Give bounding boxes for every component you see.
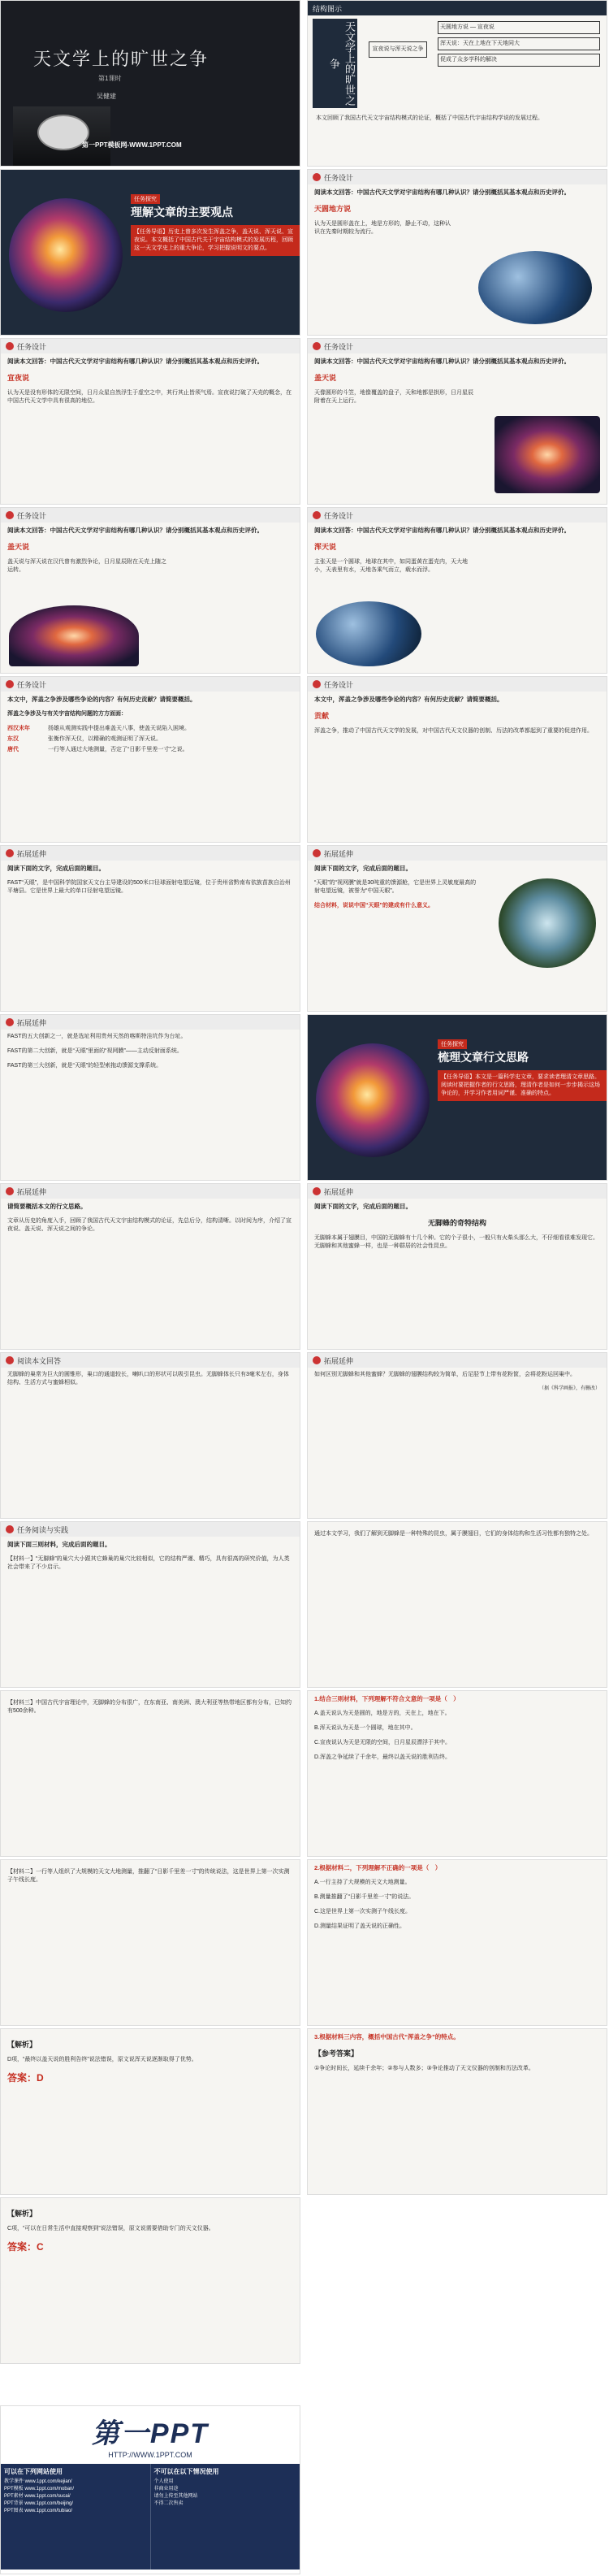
task-intro: 【任务导语】本文是一篇科学史文章，要求读者理清文章思路。阅读时要把握作者的行文思路，理清作者是如何一步步揭示这场争论的，并学习作者用词严谨、准确的特点。 xyxy=(438,1070,607,1101)
brand-logo: 第一PPT xyxy=(91,2418,209,2449)
passage-title: 无脚蜂的奇特结构 xyxy=(427,1219,486,1227)
sky-globe-image xyxy=(316,601,421,666)
question-text: 阅读下面的文字，完成后面的题目。 xyxy=(7,865,105,872)
question-slide-24 xyxy=(307,1859,607,2026)
link-item[interactable]: PPT素材 www.1ppt.com/sucai/ xyxy=(4,2494,71,2499)
question-text: 阅读本文回答：中国古代天文学对宇宙结构有哪几种认识？请分别概括其基本观点和历史评价。 xyxy=(314,189,570,196)
term-label: 盖天说 xyxy=(314,374,337,382)
row-text: 一行等人通过大地测量，否定了“日影千里差一寸”之说。 xyxy=(48,747,188,752)
analysis-text: C项，“可以在日常生活中直接观察到”说法错误，原文说需要借助专门的天文仪器。 xyxy=(7,2226,214,2231)
option-item: B.浑天说认为天是一个圆球，地在其中。 xyxy=(314,1725,417,1731)
passage-text: 通过本文学习，我们了解到无脚蜂是一种特殊的昆虫，属于膜翅目，它们的身体结构和生活习性都有独特之处。 xyxy=(314,1531,593,1537)
option-item: B.测量推翻了“日影千里差一寸”的说法。 xyxy=(314,1894,415,1900)
extension-slide-16 xyxy=(307,1183,607,1350)
option-item: A.一行主持了大规模的天文大地测量。 xyxy=(314,1880,411,1885)
sky-globe-image xyxy=(478,251,592,324)
header-label: 拓展延伸 xyxy=(324,849,354,858)
question-text: 本文中，浑盖之争涉及哪些争论的内容？有何历史贡献？请简要概括。 xyxy=(7,696,197,703)
question-text: 阅读本文回答：中国古代天文学对宇宙结构有哪几种认识？请分别概括其基本观点和历史评价。 xyxy=(7,527,263,534)
question-text: 阅读下面的文字，完成后面的题目。 xyxy=(314,1203,412,1210)
disallowed-title: 不可以在以下情况使用 xyxy=(153,2468,219,2475)
analysis-label: 【解析】 xyxy=(7,2210,37,2218)
cover-title: 天文学上的旷世之争 xyxy=(33,50,209,70)
galaxy-image xyxy=(316,1043,430,1157)
galaxy-image xyxy=(9,198,123,312)
question-text: 阅读本文回答：中国古代天文学对宇宙结构有哪几种认识？请分别概括其基本观点和历史评价。 xyxy=(314,527,570,534)
question-text: 1.结合三则材料，下列理解不符合文意的一项是（ ） xyxy=(314,1695,460,1702)
question-text: 3.根据材料三内容，概括中国古代“浑盖之争”的特点。 xyxy=(314,2033,460,2040)
row-text: 张衡作浑天仪，以精确的观测证明了浑天说。 xyxy=(48,736,162,742)
header-label: 任务阅读与实践 xyxy=(17,1525,69,1534)
design-slide-5 xyxy=(0,338,300,505)
header-label: 任务设计 xyxy=(17,511,47,520)
term-body: 认为天是没有形体的无限空间，日月众星自然浮生于虚空之中，其行其止皆须气焉。宣夜说打破了天壳的概念，在中国古代天文学中具有很高的地位。 xyxy=(7,390,292,404)
question-text: 阅读本文回答：中国古代天文学对宇宙结构有哪几种认识？请分别概括其基本观点和历史评价。 xyxy=(314,358,570,365)
passage-text: 无脚蜂的巢常为巨大的圆锥形，巢口的通道较长，喇叭口的形状可以吸引昆虫。无脚蜂体长只有3毫米左右，身体结构、生活方式与蜜蜂相似。 xyxy=(7,1372,289,1386)
answer-text: 答案：D xyxy=(7,2072,44,2084)
link-item[interactable]: PPT模板 www.1ppt.com/moban/ xyxy=(4,2487,75,2491)
passage-text: 无脚蜂本属于翅膜目，中国的无脚蜂有十几个种。它的个子很小，一般只有火柴头那么大，不仔细看很难发现它。无脚蜂和其他蜜蜂一样，也是一种群居的社会性昆虫。 xyxy=(314,1235,598,1249)
task-badge: 任务探究 xyxy=(131,194,160,204)
allowed-title: 可以在下列网站使用 xyxy=(4,2468,63,2475)
table-row xyxy=(7,725,293,733)
cover-slide xyxy=(0,0,300,167)
structure-item: 促成了众多学科的解决 xyxy=(438,54,600,67)
question-slide-26 xyxy=(307,2028,607,2195)
fast-telescope-image xyxy=(499,878,596,968)
cover-subtitle: 第1课时 xyxy=(98,75,122,82)
vertical-title: 天文学上的旷世之争 xyxy=(313,19,357,108)
term-body: 主张天是一个圆球，地球在其中，如同蛋黄在蛋壳内，天大地小，天表里有水，天地各乘气而立，载水而浮。 xyxy=(314,559,468,573)
table-row xyxy=(7,746,293,754)
header-label: 任务设计 xyxy=(324,511,354,520)
term-label: 浑天说 xyxy=(314,543,337,551)
list-item: FAST的第三大创新，就是“天眼”的轻型索拖动馈源支撑系统。 xyxy=(7,1063,162,1069)
site-watermark: 第一PPT模板网-WWW.1PPT.COM xyxy=(82,141,182,149)
passage-slide-18 xyxy=(307,1352,607,1519)
rule-item: 不得二次售卖 xyxy=(153,2501,184,2506)
list-item: FAST的五大创新之一，就是选址利用贵州天然的喀斯特洼坑作为台址。 xyxy=(7,1034,187,1039)
option-item: C.这是世界上第一次实测子午线长度。 xyxy=(314,1909,411,1915)
term-body: 天像圆形的斗笠，地像覆盖的盘子，天和地都是拱形，日月星辰附着在天上运行。 xyxy=(314,390,473,404)
passage-text: “天眼”的“视网膜”就是30吨重的馈源舱，它是世界上灵敏度最高的射电望远镜，被誉为“中国天眼”。 xyxy=(314,880,477,894)
question-text: 2.根据材料二，下列理解不正确的一项是（ ） xyxy=(314,1864,442,1871)
structure-item: 浑天说：天在上地在下天地同大 xyxy=(438,37,600,50)
term-body: 浑盖之争，推动了中国古代天文学的发展，对中国古代天文仪器的创制、历法的改革都起到了重要的促进作用。 xyxy=(314,728,593,734)
term-body: 认为天是圆形盖在上，地是方形的，静止不动，这种认识在先秦时期较为流行。 xyxy=(314,221,451,235)
header-label: 拓展延伸 xyxy=(17,1018,47,1027)
source-note: （据《科学画报》，有删改） xyxy=(538,1386,600,1391)
task-intro: 【任务导语】历史上曾多次发生浑盖之争，盖天说、浑天说、宣夜说。本文概括了中国古代关于宇宙结构模式的发展历程，回顾这一天文学史上的重大争论，学习把握说明文的要点。 xyxy=(131,225,300,256)
footer-ad-slide xyxy=(0,2405,300,2574)
rule-item: 请勿上传至其他网站 xyxy=(153,2494,198,2499)
term-label: 天圆地方说 xyxy=(314,205,352,213)
table-rows xyxy=(1,722,300,757)
header-label: 任务设计 xyxy=(324,173,354,182)
link-item[interactable]: PPT背景 www.1ppt.com/beijing/ xyxy=(4,2501,74,2506)
footer-panel xyxy=(1,2464,300,2569)
extension-slide-13 xyxy=(0,1014,300,1181)
passage-text: FAST“天眼”，是中国科学院国家天文台主导建设的500米口径球面射电望远镜，位于贵州省黔南布依族苗族自治州平塘县。它是世界上最大的单口径射电望远镜。 xyxy=(7,880,291,894)
task-heading: 梳理文章行文思路 xyxy=(438,1051,529,1064)
passage-slide-23 xyxy=(0,1859,300,2026)
cover-author: 吴健建 xyxy=(97,93,116,100)
row-label: 西汉末年 xyxy=(7,726,30,731)
term-label: 盖天说 xyxy=(7,543,30,551)
task-probe-slide xyxy=(0,169,300,336)
task-badge: 任务探究 xyxy=(438,1039,467,1049)
sky-image xyxy=(9,605,139,666)
option-item: D.浑盖之争延续了千余年，最终以盖天说的胜利告终。 xyxy=(314,1754,451,1760)
header-label: 拓展延伸 xyxy=(17,1187,47,1196)
term-label: 宣夜说 xyxy=(7,374,30,382)
structure-summary: 本文回顾了我国古代天文宇宙结构模式的论证，概括了中国古代宇宙结构学说的发展过程。 xyxy=(316,115,543,121)
table-row xyxy=(7,735,293,744)
passage-text: 【材料二】一行等人组织了大规模的天文大地测量，推翻了“日影千里差一寸”的传统说法，这是世界上第一次实测子午线长度。 xyxy=(7,1869,290,1883)
header-label: 任务设计 xyxy=(324,342,354,351)
header-label: 任务设计 xyxy=(17,342,47,351)
task-probe-slide-2 xyxy=(307,1014,607,1181)
question-text: 请简要概括本文的行文思路。 xyxy=(7,1203,87,1210)
option-item: C.宣夜说认为天是无限的空间，日月星辰漂浮于其中。 xyxy=(314,1740,451,1746)
header-label: 拓展延伸 xyxy=(17,849,47,858)
reference-label: 【参考答案】 xyxy=(314,2049,359,2058)
term-label: 贡献 xyxy=(314,712,330,720)
structure-item: 天圆地方说 — 宣夜说 xyxy=(438,21,600,34)
term-body: 盖天说与浑天说在汉代曾有激烈争论，日月星辰附在天壳上随之运转。 xyxy=(7,559,166,573)
answer-slide-25 xyxy=(0,2028,300,2195)
header-label: 阅读本文回答 xyxy=(17,1356,62,1365)
option-item: A.盖天说认为天是圆的，地是方的，天在上，地在下。 xyxy=(314,1711,451,1716)
practice-slide-19 xyxy=(0,1521,300,1688)
main-view-box: 宣夜说与浑天说之争 xyxy=(369,41,427,58)
design-slide-8 xyxy=(307,507,607,674)
analysis-text: D项，“最终以盖天说的胜利告终”说法错误，原文说浑天说逐渐取得了优势。 xyxy=(7,2057,197,2062)
row-text: 扬雄从观测实践中提出难盖天八事，使盖天说陷入困境。 xyxy=(48,726,190,731)
extension-slide-15 xyxy=(0,1183,300,1350)
question-text: 本文中，浑盖之争涉及哪些争论的内容？有何历史贡献？请简要概括。 xyxy=(314,696,503,703)
list-item: FAST的第二大创新，就是“天眼”里面的“视网膜”——主动反射面系统。 xyxy=(7,1048,183,1054)
passage-text: 【材料三】中国古代宇宙理论中，无脚蜂的分布很广，在东南亚、南美洲、澳大利亚等热带地区都有分布，已知约有500余种。 xyxy=(7,1700,292,1714)
row-label: 东汉 xyxy=(7,736,19,742)
extension-slide-12 xyxy=(307,845,607,1012)
header-label: 任务设计 xyxy=(324,680,354,689)
answer-text: 答案：C xyxy=(7,2241,44,2253)
design-slide-6 xyxy=(307,338,607,505)
link-item[interactable]: 教学课件 www.1ppt.com/kejian/ xyxy=(4,2479,72,2484)
header-label: 拓展延伸 xyxy=(324,1187,354,1196)
link-item[interactable]: PPT图表 www.1ppt.com/tubiao/ xyxy=(4,2509,73,2513)
header-label: 结构图示 xyxy=(313,4,343,13)
radio-dish-image xyxy=(13,106,110,167)
analysis-label: 【解析】 xyxy=(7,2040,37,2049)
extension-slide-11 xyxy=(0,845,300,1012)
sky-image xyxy=(495,416,600,493)
passage-slide-17 xyxy=(0,1352,300,1519)
design-slide-10 xyxy=(307,676,607,843)
reference-text: ①争论时间长，延续千余年；②参与人数多；③争论推动了天文仪器的创制和历法改革。 xyxy=(314,2066,534,2071)
question-prompt: 结合材料，说说中国“天眼”的建成有什么意义。 xyxy=(314,903,434,909)
rule-item: 非商业用途 xyxy=(153,2487,179,2491)
question-text: 阅读下面三则材料，完成后面的题目。 xyxy=(7,1541,111,1548)
passage-text: 如何区别无脚蜂和其他蜜蜂？无脚蜂的翅膜结构较为简单，后足胫节上带有花粉筐，会将花粉运回巢中。 xyxy=(314,1372,576,1377)
sub-heading: 浑盖之争涉及与有关宇宙结构问题的方方面面： xyxy=(7,711,127,717)
rule-item: 个人使用 xyxy=(153,2479,174,2484)
design-slide-9 xyxy=(0,676,300,843)
structure-slide xyxy=(307,0,607,167)
answer-slide-27 xyxy=(0,2197,300,2364)
header-label: 任务设计 xyxy=(17,680,47,689)
task-heading: 理解文章的主要观点 xyxy=(131,206,233,219)
question-text: 阅读本文回答：中国古代天文学对宇宙结构有哪几种认识？请分别概括其基本观点和历史评价。 xyxy=(7,358,263,365)
passage-text: 【材料一】“无脚蜂”的巢穴大小跟其它蜂巢的巢穴比较相似，它的结构严谨、精巧，具有很高的研究价值，为人类社会带来了不少启示。 xyxy=(7,1556,290,1570)
question-slide-22 xyxy=(307,1690,607,1857)
header-label: 拓展延伸 xyxy=(324,1356,354,1365)
design-slide-4 xyxy=(307,169,607,336)
passage-text: 文章从历史的角度入手，回顾了我国古代天文宇宙结构模式的论证，先总后分，结构清晰。以时间为序，介绍了宣夜说、盖天说、浑天说之间的争论。 xyxy=(7,1218,292,1232)
design-slide-7 xyxy=(0,507,300,674)
passage-slide-20 xyxy=(307,1521,607,1688)
brand-url[interactable]: HTTP://WWW.1PPT.COM xyxy=(108,2451,192,2459)
question-text: 阅读下面的文字，完成后面的题目。 xyxy=(314,865,412,872)
option-item: D.测量结果证明了盖天说的正确性。 xyxy=(314,1923,405,1929)
passage-slide-21 xyxy=(0,1690,300,1857)
row-label: 唐代 xyxy=(7,747,19,752)
